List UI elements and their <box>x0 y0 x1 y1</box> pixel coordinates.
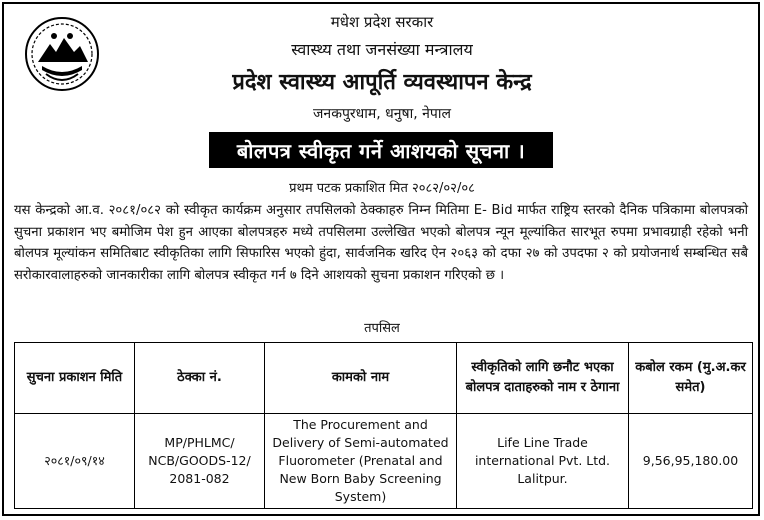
province-name: मधेश प्रदेश सरकार <box>330 13 434 31</box>
table-row <box>15 414 753 509</box>
header-bidder: स्वीकृतिको लागि छनौट भएका बोलपत्र दाताहरुको नाम र ठेगाना <box>457 343 629 414</box>
ministry-name: स्वास्थ्य तथा जनसंख्या मन्त्रालय <box>291 40 473 59</box>
cell-notice-date: २०८१/०९/१४ <box>15 414 135 509</box>
office-address: जनकपुरधाम, धनुषा, नेपाल <box>313 106 451 122</box>
cell-contract-no: MP/PHLMC/ NCB/GOODS-12/ 2081-082 <box>135 414 265 509</box>
table-header-row <box>15 343 753 414</box>
notice-body: यस केन्द्रको आ.व. २०८१/०८२ को स्वीकृत कार्यक्रम अनुसार तपसिलको ठेक्काहरु निम्न मितिमा E- Bid मार्फत राष्ट्रिय स्तरको दैनिक पत्रिकामा बोलपत्रको सुचना प्रकाशन भए बमोजिम पेश हुन आएका बोलपत्रहरु मध्ये तपसिलमा उल्लेखित भएको बोलपत्र न्यून मूल्यांकित सारभूत रुपमा प्रभावग्राही रहेको भनी बोलपत्र मूल्यांकन समितिबाट स्वीकृतिका लागि सिफारिस भएको हुंदा, सार्वजनिक खरिद ऐन २०६३ को दफा २७ को उपदफा २ को प्रयोजनार्थ सम्बन्धित सबै सरोकारवालाहरुको जानकारीका लागि बोलपत्र स्वीकृत गर्न ७ दिने आशयको सुचना प्रकाशन गरिएको छ । <box>14 203 748 283</box>
cell-bid-amount: 9,56,95,180.00 <box>629 414 753 509</box>
schedule-label: तपसिल <box>364 321 400 336</box>
center-name: प्रदेश स्वास्थ्य आपूर्ति व्यवस्थापन केन्द्र <box>232 70 532 95</box>
published-date: प्रथम पटक प्रकाशित मित २०८२/०२/०८ <box>289 181 475 196</box>
notice-title: बोलपत्र स्वीकृत गर्ने आशयको सूचना । <box>209 132 553 168</box>
header-bid-amount: कबोल रकम (मु.अ.कर समेत) <box>629 343 753 414</box>
header-work-name: कामको नाम <box>265 343 457 414</box>
bid-table <box>14 342 753 509</box>
header-notice-date: सुचना प्रकाशन मिति <box>15 343 135 414</box>
cell-work-name: The Procurement and Delivery of Semi-automated Fluorometer (Prenatal and New Born Baby Screening System) <box>265 414 457 509</box>
cell-bidder: Life Line Trade international Pvt. Ltd. Lalitpur. <box>457 414 629 509</box>
header-contract-no: ठेक्का नं. <box>135 343 265 414</box>
